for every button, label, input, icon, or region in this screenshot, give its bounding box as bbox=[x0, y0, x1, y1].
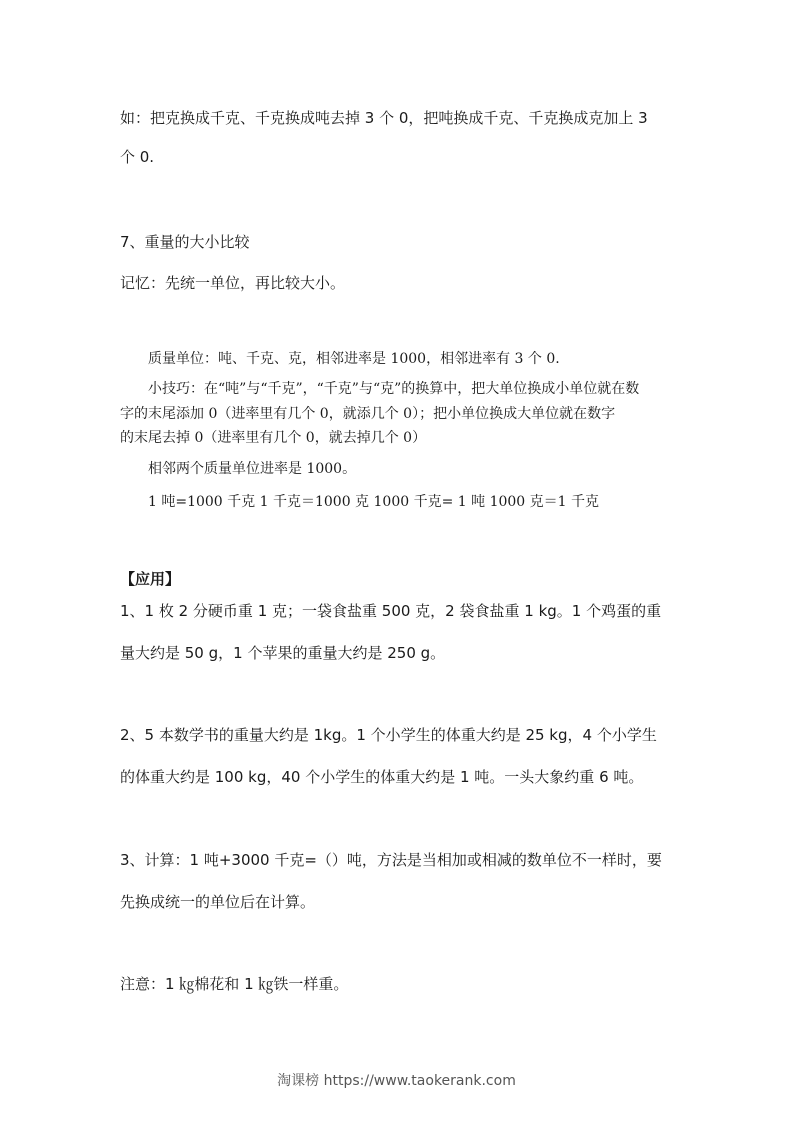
intro-line-2: 个 0. bbox=[120, 148, 155, 166]
intro-line-1: 如：把克换成千克、千克换成吨去掉 3 个 0，把吨换成千克、千克换成克加上 3 bbox=[120, 109, 648, 127]
section-7-heading: 7、重量的大小比较 bbox=[120, 233, 250, 251]
application-item-3-line-2: 先换成统一的单位后在计算。 bbox=[120, 893, 316, 911]
application-item-1-line-2: 量大约是 50 g，1 个苹果的重量大约是 250 g。 bbox=[120, 644, 446, 662]
application-item-1-line-1: 1、1 枚 2 分硬币重 1 克；一袋食盐重 500 克，2 袋食盐重 1 kg。1 个鸡蛋的重 bbox=[120, 602, 662, 620]
note-units: 质量单位：吨、千克、克，相邻进率是 1000，相邻进率有 3 个 0. bbox=[148, 351, 560, 367]
note-tip-line-2: 字的末尾添加 0（进率里有几个 0，就添几个 0）；把小单位换成大单位就在数字 bbox=[120, 406, 616, 422]
footer-watermark: 淘课榜 https://www.taokerank.com bbox=[277, 1073, 516, 1089]
application-heading: 【应用】 bbox=[120, 570, 181, 588]
application-note: 注意：1 ㎏棉花和 1 ㎏铁一样重。 bbox=[120, 975, 349, 993]
note-adjacent: 相邻两个质量单位进率是 1000。 bbox=[148, 461, 357, 477]
note-tip-line-3: 的末尾去掉 0（进率里有几个 0，就去掉几个 0） bbox=[120, 430, 427, 446]
application-item-2-line-2: 的体重大约是 100 kg，40 个小学生的体重大约是 1 吨。一头大象约重 6 吨。 bbox=[120, 768, 644, 786]
application-item-3-line-1: 3、计算：1 吨+3000 千克=（）吨，方法是当相加或相减的数单位不一样时，要 bbox=[120, 851, 662, 869]
application-item-2-line-1: 2、5 本数学书的重量大约是 1kg。1 个小学生的体重大约是 25 kg，4 个小学生 bbox=[120, 726, 657, 744]
note-conversions: 1 吨=1000 千克 1 千克＝1000 克 1000 千克= 1 吨 1000 克＝1 千克 bbox=[148, 494, 600, 510]
section-7-memo: 记忆：先统一单位，再比较大小。 bbox=[120, 274, 346, 292]
note-tip-line-1: 小技巧：在“吨”与“千克”，“千克”与“克”的换算中，把大单位换成小单位就在数 bbox=[148, 381, 640, 397]
